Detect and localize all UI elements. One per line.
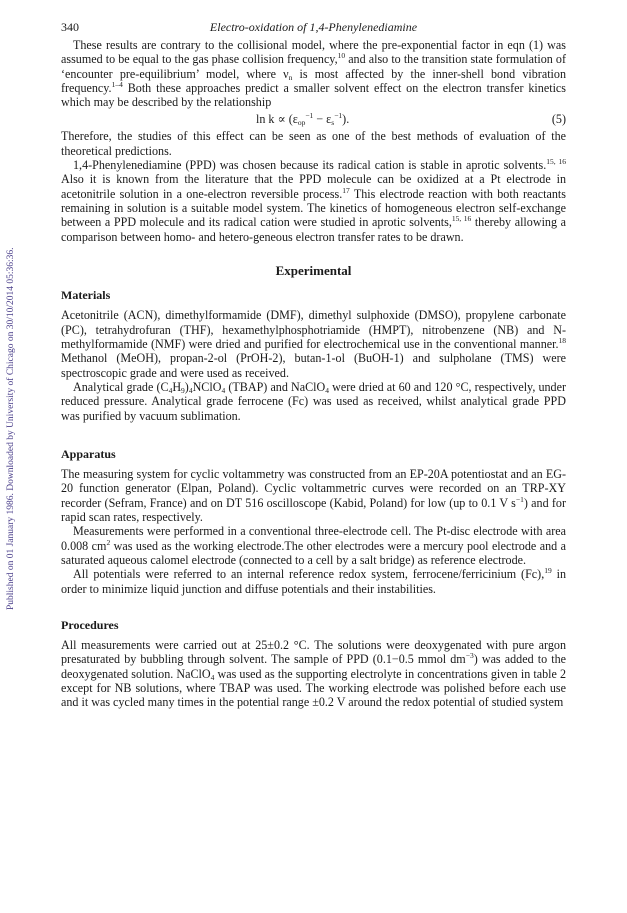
intro-paragraph-3: 1,4-Phenylenediamine (PPD) was chosen because its radical cation is stable in aprotic solvents.$^{15, 16}$ Also it is known from the literature that the PPD molecule can be oxidized at a Pt electrode in acetonitrile solution in a one-electron reversible process.$^{17}$ This electrode reaction with both reactants remaining in solution is a suitable model system. The kinetics of homogeneous electron self-exchange between a PPD molecule and its radical cation were studied in aprotic solvents,$^{15, 16}$ thereby allowing a comparison between homo- and hetero-geneous electron transfer rates to be drawn. [61, 157, 566, 244]
apparatus-paragraph-2: Measurements were performed in a conventional three-electrode cell. The Pt-disc electrode with area 0.008 $cm^2$ was used as the working electrode.The other electrodes were a mercury pool electrode and a saturated aqueous calomel electrode (connected to a cell by a salt bridge) as reference electrode. [61, 524, 566, 567]
equation-body: $\ln k \propto (\varepsilon_{op}^{-1} - \varepsilon_s^{-1})$. [256, 111, 350, 128]
materials-heading: Materials [61, 288, 111, 303]
experimental-heading: Experimental [275, 262, 352, 278]
procedures-heading: Procedures [61, 617, 119, 632]
download-notice [4, 140, 18, 610]
running-title: Electro-oxidation of 1,4-Phenylenediamine [209, 20, 418, 34]
download-notice-text: Published on 01 January 1986. Downloaded by University of Chicago on 30/10/2014 05:36:36. [6, 247, 16, 610]
journal-page [61, 20, 566, 710]
intro-paragraph-2: Therefore, the studies of this effect can be seen as one of the best methods of evaluation of the theoretical predictions. [61, 129, 566, 158]
page-number: 340 [61, 20, 79, 34]
apparatus-heading: Apparatus [61, 446, 116, 461]
intro-paragraph-1: These results are contrary to the collisional model, where the pre-exponential factor in eqn (1) was assumed to be equal to the gas phase collision frequency,$^{10}$ and also to the transition state formulation of ‘encounter pre-equilibrium’ model, where $\nu_n$ is most affected by the inner-shell bond vibration frequency.$^{1-4}$ Both these approaches predict a smaller solvent effect on the electron transfer kinetics which may be described by the relationship [61, 38, 567, 110]
equation-number: (5) [551, 112, 566, 127]
equation-5 [61, 110, 566, 128]
running-header [61, 20, 566, 38]
procedures-paragraph-1: All measurements were carried out at 25±0.2 °C. The solutions were deoxygenated with pure argon presaturated by bubbling through solvent. The sample of PPD (0.1−0.5 mmol $dm^{-3}$) was added to the deoxygenated solution. NaClO$_4$ was used as the supporting electrolyte in concentrations given in table 2 except for NB solutions, where TBAP was used. The working electrode was polished before each use and it was cycled many times in the potential range ±0.2 V around the redox potential of studied system [61, 638, 567, 710]
materials-paragraph-2: Analytical grade $(C_4H_9)_4NClO_4$ (TBAP) and NaClO$_4$ were dried at 60 and 120 °C, respectively, under reduced pressure. Analytical grade ferrocene (Fc) was used as received, whilst analytical grade PPD was purified by vacuum sublimation. [61, 379, 566, 423]
apparatus-paragraph-3: All potentials were referred to an internal reference redox system, ferrocene/ferricinium (Fc),$^{19}$ in order to minimize liquid junction and diffuse potentials and their instabilities. [61, 566, 566, 596]
apparatus-paragraph-1: The measuring system for cyclic voltammetry was constructed from an EP-20A potentiostat and an EG-20 function generator (Elpan, Poland). Cyclic voltammetric curves were recorded on an TRP-XY recorder (Sefram, France) and on DT 516 oscilloscope (Kabid, Poland) for low (up to 0.1 V $s^{-1}$) and for rapid scan rates, respectively. [61, 467, 567, 525]
materials-paragraph-1: Acetonitrile (ACN), dimethylformamide (DMF), dimethyl sulphoxide (DMSO), propylene carbonate (PC), tetrahydrofuran (THF), hexamethylphosphotriamide (HMPT), nitrobenzene (NB) and N-methylformamide (NMF) were dried and purified for electrochemical use in the conventional manner.$^{18}$ Methanol (MeOH), propan-2-ol (PrOH-2), butan-1-ol (BuOH-1) and sulpholane (TMS) were spectroscopic grade and were used as received. [61, 308, 566, 380]
